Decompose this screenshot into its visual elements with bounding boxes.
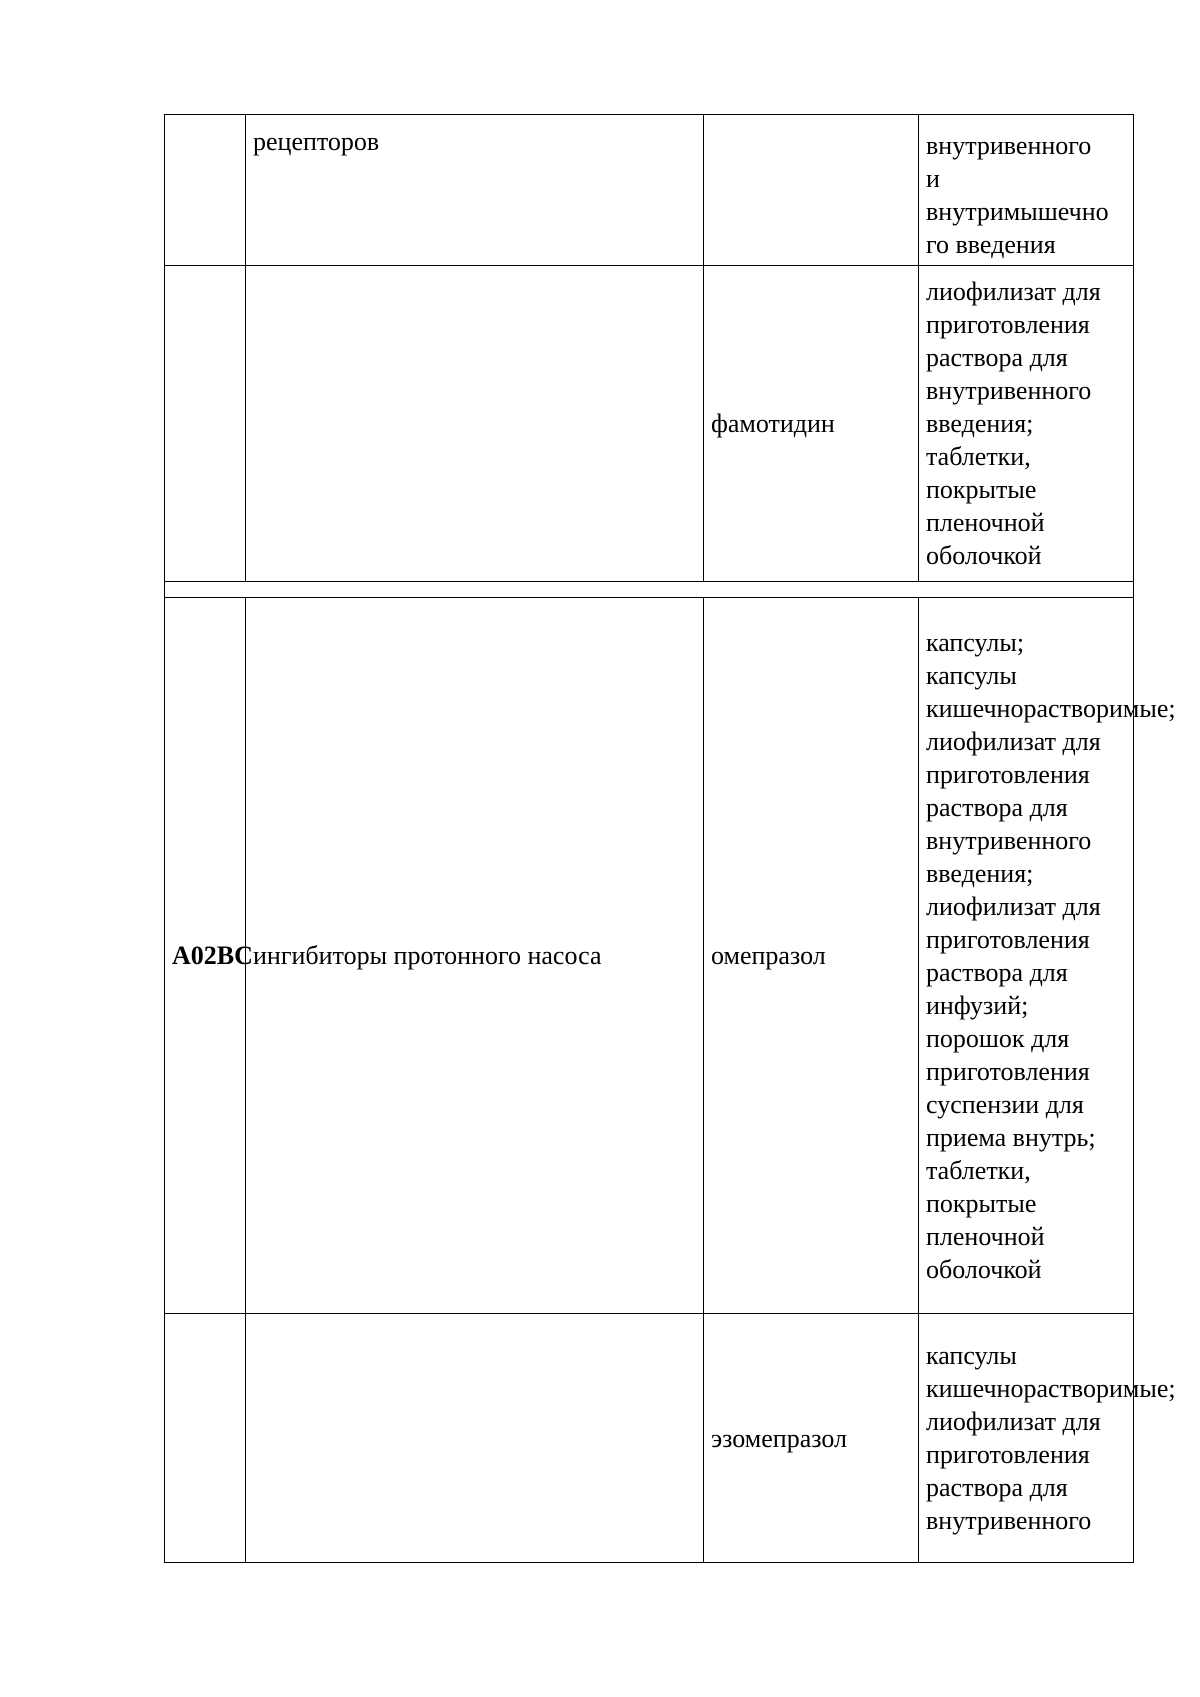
table-row (165, 266, 1134, 582)
drug-name-cell (704, 266, 919, 582)
group-cell (246, 598, 704, 1314)
atc-code-cell (165, 598, 253, 1314)
drug-name: эзомепразол (711, 1423, 847, 1453)
group-cell (246, 115, 704, 266)
table-row (165, 1314, 1134, 1563)
table-row (165, 115, 1134, 266)
dosage-form-cell (919, 598, 1176, 1314)
atc-code-cell (165, 1314, 246, 1563)
atc-code-cell (165, 115, 246, 266)
drug-table (164, 114, 1176, 1563)
dosage-form-cell (919, 115, 1134, 266)
drug-name-cell (704, 1314, 919, 1563)
group-cell (246, 266, 704, 582)
drug-name: фамотидин (711, 409, 835, 438)
spacer-cell (165, 582, 1134, 598)
dosage-form: лиофилизат для приготовления раствора для внутривенного введения; таблетки, покрытые пленочной оболочкой (926, 277, 1101, 570)
drug-name-cell (704, 598, 919, 1314)
table-spacer-row (165, 582, 1134, 598)
dosage-form: внутривенного и внутримышечно го введения (926, 131, 1109, 259)
group-text: ингибиторы протонного насоса (253, 941, 602, 970)
group-text: рецепторов (253, 127, 380, 156)
drug-name: омепразол (711, 941, 826, 970)
atc-code: A02BC (172, 941, 253, 970)
dosage-form: капсулы; капсулы кишечнорастворимые; лиофилизат для приготовления раствора для внутривенного введения; лиофилизат для приготовления раствора для инфузий; порошок для приготовления суспензии для приема внутрь; таблетки, покрытые пленочной оболочкой (926, 627, 1176, 1284)
table-row (165, 598, 1134, 1314)
drug-name-cell (704, 115, 919, 266)
dosage-form: капсулы кишечнорастворимые; лиофилизат для приготовления раствора для внутривенного (926, 1341, 1176, 1535)
atc-code-cell (165, 266, 246, 582)
dosage-form-cell (919, 1314, 1176, 1563)
group-cell (246, 1314, 704, 1563)
dosage-form-cell (919, 266, 1134, 582)
